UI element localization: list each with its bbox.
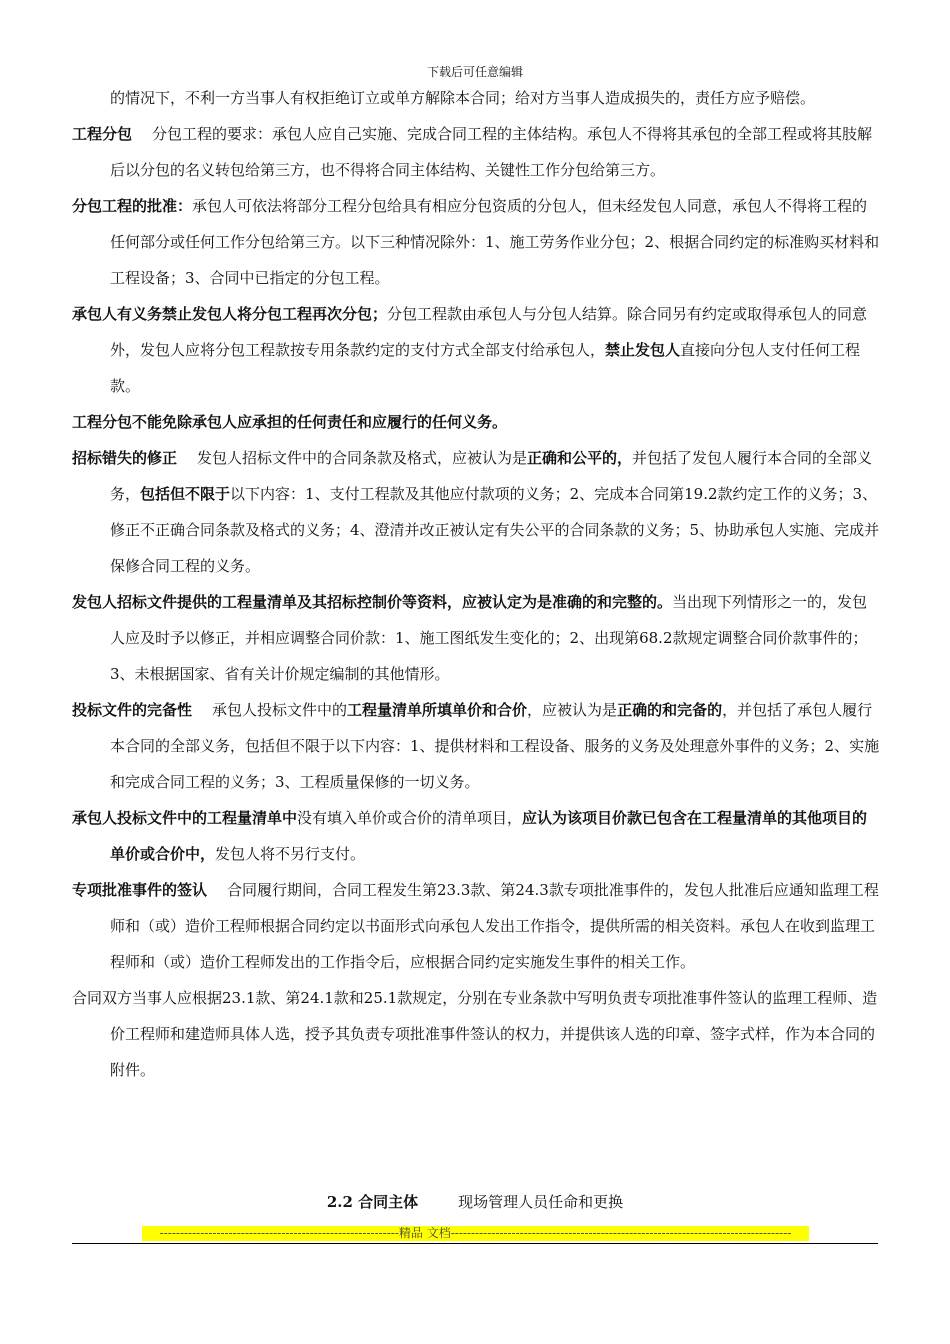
paragraph (72, 188, 880, 296)
bold-text: 分包工程的批准： (72, 197, 193, 215)
body-text: 以下内容：1、支付工程款及其他应付款项的义务；2、完成本合同第19.2款约定工作的义务；3、修正不正确合同条款及格式的义务；4、澄清并改正被认定有失公平的合同条款的义务；5、协助承包人实施、完成并保修合同工程的义务。 (110, 485, 880, 575)
bold-text: 应认为该项目价款已包含在工程量清单的其他项目的单价或合价中， (110, 809, 868, 863)
paragraph (72, 296, 880, 404)
body-text: ，应被认为是 (527, 701, 618, 719)
section-number-title: 2.2 合同主体 (326, 1193, 419, 1211)
paragraph (72, 404, 880, 440)
bold-text: 发包人招标文件提供的工程量清单及其招标控制价等资料，应被认定为是准确的和完整的。 (72, 593, 673, 611)
paragraph (72, 116, 880, 188)
body-text: 并包括了发包人履行本合同的全部义务， (110, 449, 873, 503)
bold-text: 招标错失的修正 (72, 449, 178, 467)
bold-text: 包括但不限于 (140, 485, 231, 503)
document-body (72, 80, 880, 1088)
body-text: 合同双方当事人应根据23.1款、第24.1款和25.1款规定，分别在专业条款中写明负责专项批准事件签认的监理工程师、造价工程师和建造师具体人选，授予其负责专项批准事件签认的权力，并提供该人选的印章、签字式样，作为本合同的附件。 (72, 989, 878, 1079)
paragraph (72, 440, 880, 584)
page-header: 下载后可任意编辑 (426, 65, 523, 79)
paragraph (72, 692, 880, 800)
body-text: 合同履行期间，合同工程发生第23.3款、第24.3款专项批准事件的，发包人批准后应通知监理工程师和（或）造价工程师根据合同约定以书面形式向承包人发出工作指令，提供所需的相关资料。承包人在收到监理工程师和（或）造价工程师发出的工作指令后，应根据合同约定实施发生事件的相关工作。 (110, 881, 879, 971)
footer-watermark: -----------------------------------------------------------精品 文档------------------------------------------------------------------------------------ (142, 1226, 809, 1241)
bold-text: 承包人有义务禁止发包人将分包工程再次分包； (72, 305, 388, 323)
body-text: 当出现下列情形之一的，发包人应及时予以修正，并相应调整合同价款：1、施工图纸发生变化的；2、出现第68.2款规定调整合同价款事件的；3、未根据国家、省有关计价规定编制的其他情形。 (110, 593, 868, 683)
paragraph (72, 800, 880, 872)
body-text: 分包工程款由承包人与分包人结算。除合同另有约定或取得承包人的同意外，发包人应将分包工程款按专用条款约定的支付方式全部支付给承包人， (110, 305, 868, 359)
body-text: 没有填入单价或合价的清单项目， (297, 809, 523, 827)
footer-divider (72, 1243, 878, 1244)
section-heading (0, 1190, 950, 1214)
paragraph (72, 980, 880, 1088)
bold-text: 承包人投标文件中的工程量清单中 (72, 809, 298, 827)
bold-text: 工程量清单所填单价和合价 (347, 701, 528, 719)
body-text: ，并包括了承包人履行本合同的全部义务，包括但不限于以下内容：1、提供材料和工程设备、服务的义务及处理意外事件的义务；2、实施和完成合同工程的义务；3、工程质量保修的一切义务。 (110, 701, 880, 791)
section-subtitle: 现场管理人员任命和更换 (458, 1193, 624, 1211)
body-text: 发包人将不另行支付。 (215, 845, 366, 863)
bold-text: 工程分包 (72, 125, 133, 143)
body-text: 分包工程的要求：承包人应自己实施、完成合同工程的主体结构。承包人不得将其承包的全部工程或将其肢解后以分包的名义转包给第三方，也不得将合同主体结构、关键性工作分包给第三方。 (110, 125, 873, 179)
body-text: 承包人投标文件中的 (212, 701, 348, 719)
bold-text: 专项批准事件的签认 (72, 881, 208, 899)
bold-text: 投标文件的完备性 (72, 701, 193, 719)
body-text: 承包人可依法将部分工程分包给具有相应分包资质的分包人，但未经发包人同意，承包人不得将工程的任何部分或任何工作分包给第三方。以下三种情况除外：1、施工劳务作业分包；2、根据合同约定的标准购买材料和工程设备；3、合同中已指定的分包工程。 (110, 197, 880, 287)
body-text: 发包人招标文件中的合同条款及格式，应被认为是 (197, 449, 528, 467)
body-text: 的情况下，不利一方当事人有权拒绝订立或单方解除本合同；给对方当事人造成损失的，责任方应予赔偿。 (110, 89, 816, 107)
bold-text: 禁止发包人 (605, 341, 681, 359)
paragraph (72, 80, 880, 116)
paragraph (72, 872, 880, 980)
paragraph (72, 584, 880, 692)
body-text: 直接向分包人支付任何工程款。 (110, 341, 861, 395)
bold-text: 正确和公平的， (527, 449, 633, 467)
bold-text: 工程分包不能免除承包人应承担的任何责任和应履行的任何义务。 (72, 413, 508, 431)
bold-text: 正确的和完备的 (617, 701, 723, 719)
